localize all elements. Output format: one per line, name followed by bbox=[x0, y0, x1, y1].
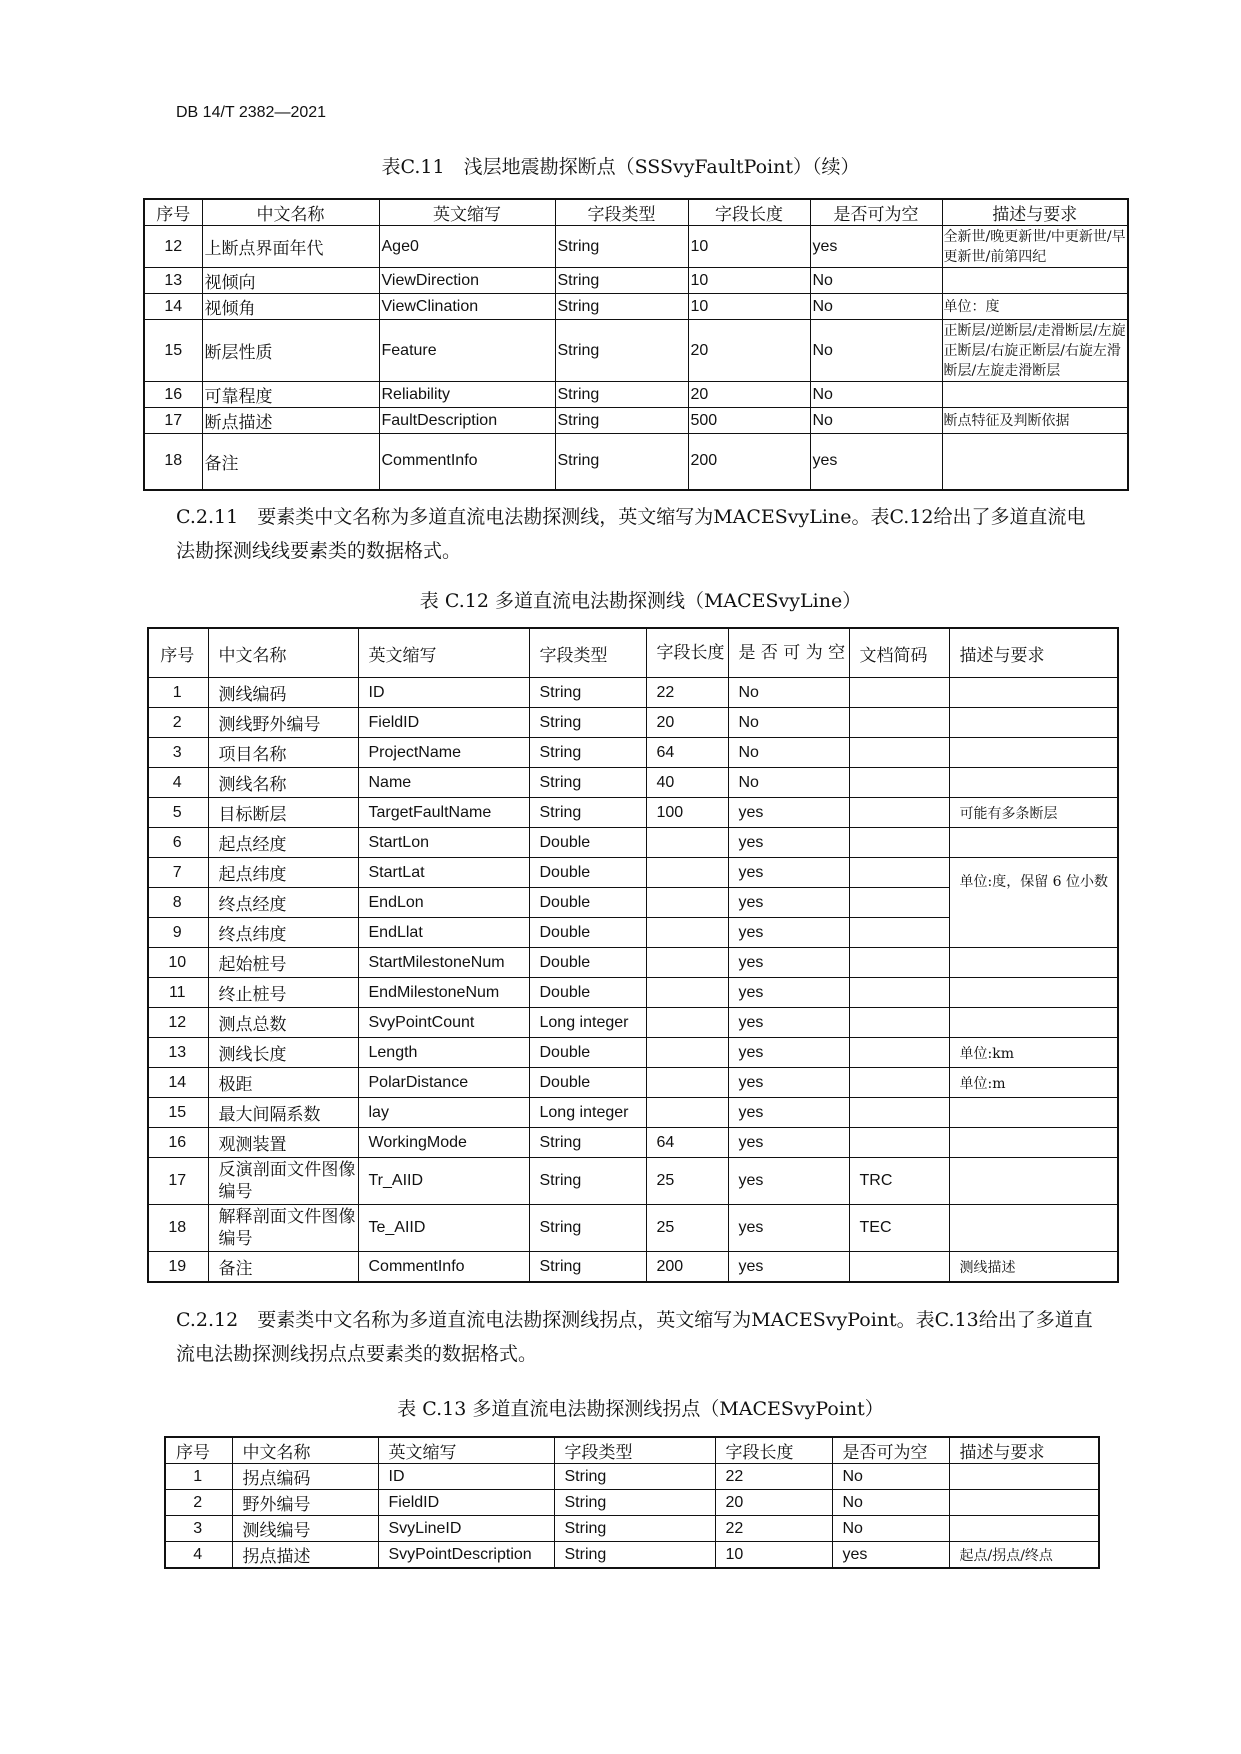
cell: Double bbox=[529, 948, 646, 978]
cell: ProjectName bbox=[358, 738, 529, 768]
cell: Name bbox=[358, 768, 529, 798]
cell: ID bbox=[378, 1464, 554, 1490]
cell: yes bbox=[728, 948, 849, 978]
cell: PolarDistance bbox=[358, 1068, 529, 1098]
cell: StartLat bbox=[358, 858, 529, 888]
cell: Double bbox=[529, 888, 646, 918]
cell: yes bbox=[728, 1098, 849, 1128]
cell: 测线野外编号 bbox=[208, 708, 358, 738]
cell: No bbox=[832, 1464, 949, 1490]
cell: String bbox=[529, 1252, 646, 1283]
table-row bbox=[148, 828, 1118, 858]
cell: 项目名称 bbox=[208, 738, 358, 768]
cell: Reliability bbox=[379, 382, 555, 408]
cell: 18 bbox=[144, 434, 202, 490]
cell: 1 bbox=[165, 1464, 232, 1490]
cell: 断层性质 bbox=[202, 320, 379, 382]
cell bbox=[949, 1008, 1118, 1038]
cell: 10 bbox=[688, 294, 810, 320]
header-cell: 描述与要求 bbox=[949, 628, 1118, 678]
cell: 22 bbox=[646, 678, 728, 708]
cell bbox=[849, 828, 949, 858]
cell bbox=[849, 1252, 949, 1283]
table-row bbox=[148, 1098, 1118, 1128]
cell: 可靠程度 bbox=[202, 382, 379, 408]
cell: 备注 bbox=[202, 434, 379, 490]
header-cell: 字段类型 bbox=[529, 628, 646, 678]
cell: 14 bbox=[144, 294, 202, 320]
header-cell: 序号 bbox=[148, 628, 208, 678]
cell: 终点经度 bbox=[208, 888, 358, 918]
cell: 5 bbox=[148, 798, 208, 828]
cell bbox=[849, 1098, 949, 1128]
cell: Te_AIID bbox=[358, 1205, 529, 1252]
cell bbox=[849, 978, 949, 1008]
cell: ID bbox=[358, 678, 529, 708]
cell: yes bbox=[810, 226, 942, 268]
cell: 16 bbox=[144, 382, 202, 408]
cell bbox=[949, 1098, 1118, 1128]
cell: 20 bbox=[646, 708, 728, 738]
cell: SvyPointCount bbox=[358, 1008, 529, 1038]
cell bbox=[849, 768, 949, 798]
table-row bbox=[144, 408, 1128, 434]
cell: yes bbox=[728, 978, 849, 1008]
cell bbox=[849, 798, 949, 828]
cell bbox=[949, 708, 1118, 738]
table-row bbox=[148, 798, 1118, 828]
cell: 起点经度 bbox=[208, 828, 358, 858]
cell: 17 bbox=[144, 408, 202, 434]
cell: 22 bbox=[715, 1516, 832, 1542]
table-c13 bbox=[164, 1436, 1100, 1569]
cell: 起点/拐点/终点 bbox=[949, 1542, 1099, 1569]
cell bbox=[949, 1490, 1099, 1516]
cell: String bbox=[554, 1542, 715, 1569]
cell bbox=[646, 1038, 728, 1068]
cell: 拐点编码 bbox=[232, 1464, 378, 1490]
cell: No bbox=[832, 1516, 949, 1542]
cell: 测线编码 bbox=[208, 678, 358, 708]
cell: 终点纬度 bbox=[208, 918, 358, 948]
table-row bbox=[165, 1464, 1099, 1490]
cell: 20 bbox=[688, 382, 810, 408]
cell: FaultDescription bbox=[379, 408, 555, 434]
cell: 17 bbox=[148, 1158, 208, 1205]
cell bbox=[949, 1205, 1118, 1252]
table-row bbox=[148, 738, 1118, 768]
table-row bbox=[165, 1490, 1099, 1516]
cell bbox=[949, 738, 1118, 768]
cell: 12 bbox=[144, 226, 202, 268]
cell: yes bbox=[832, 1542, 949, 1569]
cell: String bbox=[554, 1516, 715, 1542]
cell: 11 bbox=[148, 978, 208, 1008]
cell: String bbox=[554, 1464, 715, 1490]
cell: 极距 bbox=[208, 1068, 358, 1098]
table-row bbox=[148, 1128, 1118, 1158]
cell: String bbox=[554, 1490, 715, 1516]
table-row bbox=[148, 708, 1118, 738]
table-row bbox=[148, 1068, 1118, 1098]
cell: String bbox=[529, 1128, 646, 1158]
cell: 视倾向 bbox=[202, 268, 379, 294]
cell: String bbox=[529, 708, 646, 738]
cell: 最大间隔系数 bbox=[208, 1098, 358, 1128]
cell bbox=[849, 678, 949, 708]
cell: lay bbox=[358, 1098, 529, 1128]
cell: yes bbox=[728, 828, 849, 858]
cell: StartLon bbox=[358, 828, 529, 858]
cell: 1 bbox=[148, 678, 208, 708]
cell: 测线描述 bbox=[949, 1252, 1118, 1283]
cell: String bbox=[555, 434, 688, 490]
cell: 起始桩号 bbox=[208, 948, 358, 978]
cell: 9 bbox=[148, 918, 208, 948]
cell: 视倾角 bbox=[202, 294, 379, 320]
cell: 15 bbox=[144, 320, 202, 382]
cell: ViewClination bbox=[379, 294, 555, 320]
cell: String bbox=[529, 768, 646, 798]
table-row bbox=[148, 678, 1118, 708]
cell: 16 bbox=[148, 1128, 208, 1158]
header-cell: 英文缩写 bbox=[358, 628, 529, 678]
cell: 解释剖面文件图像编号 bbox=[208, 1205, 358, 1252]
cell: 断点特征及判断依据 bbox=[942, 408, 1128, 434]
cell: yes bbox=[728, 888, 849, 918]
cell: ViewDirection bbox=[379, 268, 555, 294]
section-c-2-12-paragraph: C.2.12 要素类中文名称为多道直流电法勘探测线拐点，英文缩写为MACESvyPoint。表C.13给出了多道直流电法勘探测线拐点点要素类的数据格式。 bbox=[176, 1309, 1093, 1365]
cell: 目标断层 bbox=[208, 798, 358, 828]
cell: 18 bbox=[148, 1205, 208, 1252]
cell: Double bbox=[529, 1038, 646, 1068]
cell: 3 bbox=[165, 1516, 232, 1542]
cell: 6 bbox=[148, 828, 208, 858]
cell: 40 bbox=[646, 768, 728, 798]
cell: yes bbox=[728, 1205, 849, 1252]
cell: 14 bbox=[148, 1068, 208, 1098]
cell bbox=[646, 948, 728, 978]
cell: 4 bbox=[148, 768, 208, 798]
table-row bbox=[165, 1516, 1099, 1542]
cell bbox=[646, 1068, 728, 1098]
cell: yes bbox=[728, 1252, 849, 1283]
header-cell: 是否可为空 bbox=[810, 199, 942, 226]
cell: 单位:m bbox=[949, 1068, 1118, 1098]
cell bbox=[646, 1098, 728, 1128]
header-cell: 英文缩写 bbox=[379, 199, 555, 226]
cell: Double bbox=[529, 1068, 646, 1098]
table-header-row bbox=[144, 199, 1128, 226]
cell: 2 bbox=[165, 1490, 232, 1516]
cell: WorkingMode bbox=[358, 1128, 529, 1158]
cell: 25 bbox=[646, 1158, 728, 1205]
cell: 10 bbox=[688, 226, 810, 268]
header-cell: 是否可为空 bbox=[832, 1437, 949, 1464]
cell: 100 bbox=[646, 798, 728, 828]
table-row bbox=[148, 1038, 1118, 1068]
cell bbox=[849, 1068, 949, 1098]
cell: 野外编号 bbox=[232, 1490, 378, 1516]
cell: String bbox=[529, 738, 646, 768]
table-row bbox=[144, 320, 1128, 382]
table-row bbox=[148, 1008, 1118, 1038]
header-cell: 序号 bbox=[144, 199, 202, 226]
cell: 3 bbox=[148, 738, 208, 768]
cell: yes bbox=[728, 1038, 849, 1068]
cell: 单位:km bbox=[949, 1038, 1118, 1068]
cell: No bbox=[728, 678, 849, 708]
table-row bbox=[148, 978, 1118, 1008]
cell: 10 bbox=[148, 948, 208, 978]
cell bbox=[646, 858, 728, 888]
cell: No bbox=[728, 738, 849, 768]
cell: String bbox=[555, 268, 688, 294]
cell: EndLlat bbox=[358, 918, 529, 948]
header-cell: 字段长度 bbox=[715, 1437, 832, 1464]
cell: 64 bbox=[646, 738, 728, 768]
cell: String bbox=[529, 1205, 646, 1252]
header-cell: 描述与要求 bbox=[949, 1437, 1099, 1464]
table-c11 bbox=[143, 198, 1129, 491]
cell bbox=[646, 888, 728, 918]
cell: StartMilestoneNum bbox=[358, 948, 529, 978]
cell: 2 bbox=[148, 708, 208, 738]
cell: 终止桩号 bbox=[208, 978, 358, 1008]
cell: No bbox=[810, 320, 942, 382]
cell: CommentInfo bbox=[379, 434, 555, 490]
cell: 正断层/逆断层/走滑断层/左旋正断层/右旋正断层/右旋左滑断层/左旋走滑断层 bbox=[942, 320, 1128, 382]
cell: 500 bbox=[688, 408, 810, 434]
cell: 备注 bbox=[208, 1252, 358, 1283]
cell: 22 bbox=[715, 1464, 832, 1490]
cell: FieldID bbox=[378, 1490, 554, 1516]
table-row bbox=[165, 1542, 1099, 1569]
table-row bbox=[144, 294, 1128, 320]
cell bbox=[646, 828, 728, 858]
header-cell: 英文缩写 bbox=[378, 1437, 554, 1464]
header-cell: 中文名称 bbox=[208, 628, 358, 678]
cell: yes bbox=[728, 798, 849, 828]
cell: 8 bbox=[148, 888, 208, 918]
cell: 20 bbox=[715, 1490, 832, 1516]
cell: Double bbox=[529, 918, 646, 948]
table-row bbox=[148, 1158, 1118, 1205]
cell bbox=[849, 708, 949, 738]
cell: 断点描述 bbox=[202, 408, 379, 434]
header-cell: 字段类型 bbox=[555, 199, 688, 226]
cell: 13 bbox=[148, 1038, 208, 1068]
cell: yes bbox=[810, 434, 942, 490]
cell: EndLon bbox=[358, 888, 529, 918]
cell: String bbox=[529, 678, 646, 708]
header-cell: 字段长度 bbox=[688, 199, 810, 226]
cell bbox=[646, 1008, 728, 1038]
cell bbox=[942, 434, 1128, 490]
cell: 可能有多条断层 bbox=[949, 798, 1118, 828]
header-cell: 中文名称 bbox=[202, 199, 379, 226]
cell: 拐点描述 bbox=[232, 1542, 378, 1569]
cell: 10 bbox=[688, 268, 810, 294]
cell: String bbox=[555, 382, 688, 408]
cell: Double bbox=[529, 828, 646, 858]
cell: 200 bbox=[646, 1252, 728, 1283]
cell: No bbox=[728, 708, 849, 738]
table-c13-caption: 表 C.13 多道直流电法勘探测线拐点（MACESvyPoint） bbox=[397, 1398, 884, 1420]
cell: String bbox=[555, 226, 688, 268]
cell: String bbox=[529, 1158, 646, 1205]
cell bbox=[849, 1008, 949, 1038]
cell: No bbox=[728, 768, 849, 798]
section-c-2-11-paragraph: C.2.11 要素类中文名称为多道直流电法勘探测线，英文缩写为MACESvyLine。表C.12给出了多道直流电法勘探测线线要素类的数据格式。 bbox=[176, 506, 1086, 562]
cell: 13 bbox=[144, 268, 202, 294]
table-c12 bbox=[147, 627, 1119, 1283]
cell bbox=[949, 1158, 1118, 1205]
cell: 观测装置 bbox=[208, 1128, 358, 1158]
cell bbox=[646, 978, 728, 1008]
cell bbox=[949, 1128, 1118, 1158]
cell: String bbox=[555, 294, 688, 320]
document-code: DB 14/T 2382—2021 bbox=[176, 104, 327, 121]
cell: Long integer bbox=[529, 1008, 646, 1038]
cell bbox=[942, 382, 1128, 408]
table-row bbox=[148, 1205, 1118, 1252]
cell: 4 bbox=[165, 1542, 232, 1569]
merged-note-cell: 单位:度，保留 6 位小数 bbox=[949, 858, 1118, 948]
cell: Tr_AIID bbox=[358, 1158, 529, 1205]
table-c12-caption: 表 C.12 多道直流电法勘探测线（MACESvyLine） bbox=[419, 590, 862, 612]
cell: 19 bbox=[148, 1252, 208, 1283]
cell: Length bbox=[358, 1038, 529, 1068]
cell: 200 bbox=[688, 434, 810, 490]
table-row bbox=[148, 1252, 1118, 1283]
cell: 全新世/晚更新世/中更新世/早更新世/前第四纪 bbox=[942, 226, 1128, 268]
header-cell: 序号 bbox=[165, 1437, 232, 1464]
cell: 10 bbox=[715, 1542, 832, 1569]
cell: SvyLineID bbox=[378, 1516, 554, 1542]
cell: 单位：度 bbox=[942, 294, 1128, 320]
header-cell: 是 否 可 为 空 bbox=[728, 628, 849, 678]
cell: No bbox=[832, 1490, 949, 1516]
cell: Age0 bbox=[379, 226, 555, 268]
cell bbox=[849, 1128, 949, 1158]
table-row bbox=[144, 226, 1128, 268]
cell: yes bbox=[728, 1158, 849, 1205]
cell bbox=[949, 1516, 1099, 1542]
cell: yes bbox=[728, 1128, 849, 1158]
cell: 上断点界面年代 bbox=[202, 226, 379, 268]
cell: Feature bbox=[379, 320, 555, 382]
cell: No bbox=[810, 294, 942, 320]
table-row bbox=[148, 948, 1118, 978]
cell: TEC bbox=[849, 1205, 949, 1252]
cell: yes bbox=[728, 1068, 849, 1098]
cell: FieldID bbox=[358, 708, 529, 738]
cell: 12 bbox=[148, 1008, 208, 1038]
cell bbox=[949, 678, 1118, 708]
cell: String bbox=[555, 408, 688, 434]
cell: yes bbox=[728, 918, 849, 948]
header-cell: 字段类型 bbox=[554, 1437, 715, 1464]
cell bbox=[849, 888, 949, 918]
cell bbox=[646, 918, 728, 948]
cell: 起点纬度 bbox=[208, 858, 358, 888]
cell bbox=[949, 768, 1118, 798]
cell bbox=[849, 918, 949, 948]
cell: TargetFaultName bbox=[358, 798, 529, 828]
table-header-row bbox=[165, 1437, 1099, 1464]
cell bbox=[942, 268, 1128, 294]
cell: No bbox=[810, 268, 942, 294]
cell bbox=[949, 1464, 1099, 1490]
cell bbox=[849, 1038, 949, 1068]
header-cell: 描述与要求 bbox=[942, 199, 1128, 226]
cell: 测线长度 bbox=[208, 1038, 358, 1068]
cell: No bbox=[810, 382, 942, 408]
cell: Double bbox=[529, 858, 646, 888]
cell: Double bbox=[529, 978, 646, 1008]
table-c11-caption: 表C.11 浅层地震勘探断点（SSSvyFaultPoint）（续） bbox=[381, 156, 860, 178]
cell: CommentInfo bbox=[358, 1252, 529, 1283]
cell: 测线编号 bbox=[232, 1516, 378, 1542]
cell: 测点总数 bbox=[208, 1008, 358, 1038]
table-row bbox=[144, 268, 1128, 294]
cell bbox=[849, 948, 949, 978]
cell: Long integer bbox=[529, 1098, 646, 1128]
cell: SvyPointDescription bbox=[378, 1542, 554, 1569]
cell bbox=[849, 738, 949, 768]
cell: 20 bbox=[688, 320, 810, 382]
table-row bbox=[148, 858, 1118, 888]
cell: String bbox=[555, 320, 688, 382]
cell: 25 bbox=[646, 1205, 728, 1252]
cell: 7 bbox=[148, 858, 208, 888]
cell: EndMilestoneNum bbox=[358, 978, 529, 1008]
cell bbox=[949, 978, 1118, 1008]
table-header-row bbox=[148, 628, 1118, 678]
cell: 反演剖面文件图像编号 bbox=[208, 1158, 358, 1205]
cell: yes bbox=[728, 1008, 849, 1038]
cell: 64 bbox=[646, 1128, 728, 1158]
header-cell: 字段长度 bbox=[646, 628, 728, 678]
cell: String bbox=[529, 798, 646, 828]
cell bbox=[849, 858, 949, 888]
table-row bbox=[144, 434, 1128, 490]
cell bbox=[949, 948, 1118, 978]
cell bbox=[949, 828, 1118, 858]
table-row bbox=[148, 768, 1118, 798]
cell: 15 bbox=[148, 1098, 208, 1128]
cell: No bbox=[810, 408, 942, 434]
header-cell: 中文名称 bbox=[232, 1437, 378, 1464]
table-row bbox=[144, 382, 1128, 408]
cell: TRC bbox=[849, 1158, 949, 1205]
header-cell: 文档简码 bbox=[849, 628, 949, 678]
cell: 测线名称 bbox=[208, 768, 358, 798]
cell: yes bbox=[728, 858, 849, 888]
